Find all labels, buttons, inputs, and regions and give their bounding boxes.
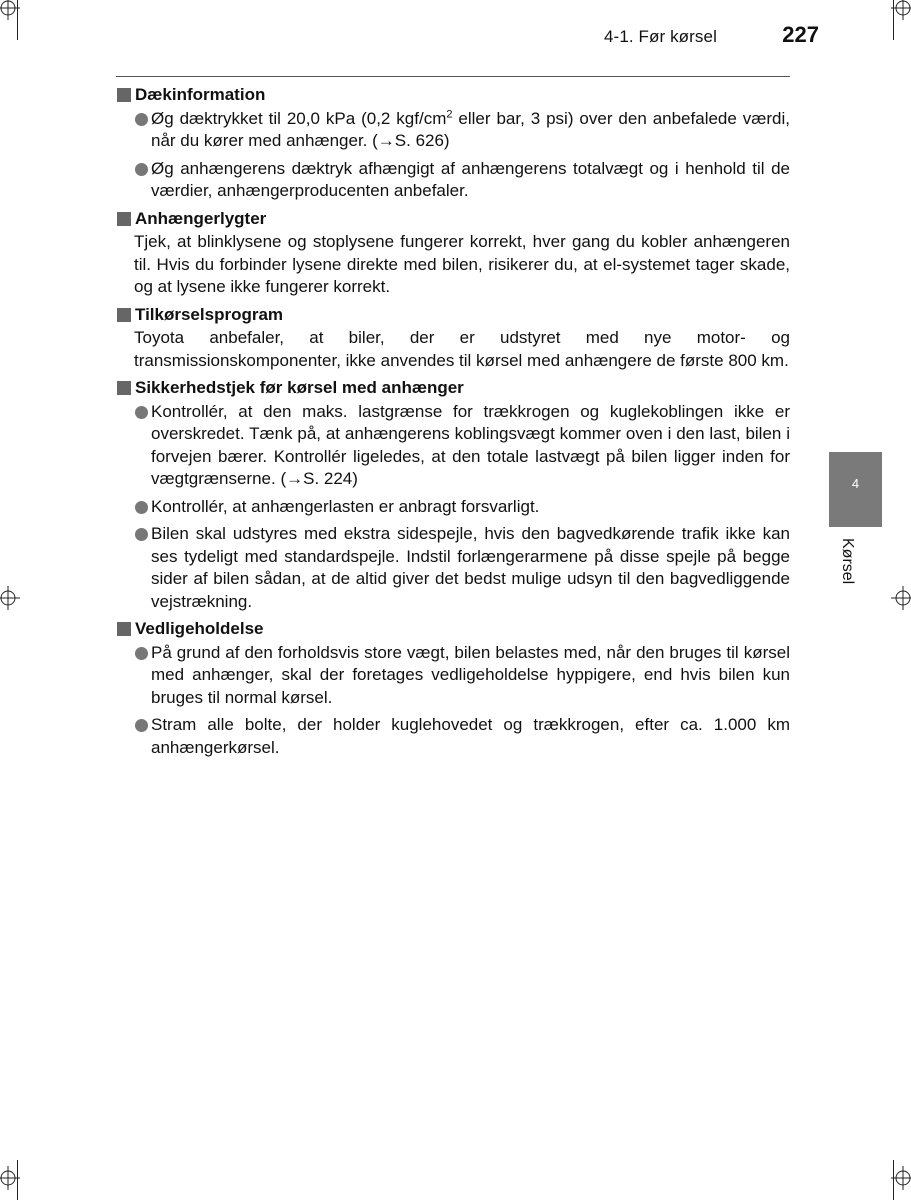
square-bullet-icon: [117, 88, 131, 102]
list-item-text: På grund af den forholdsvis store vægt, bilen belastes med, når den bruges til kørsel med anhænger, skal der foretages vedligeholdelse hyppigere, end hvis bilen kun bruges til normal kørsel.: [151, 642, 790, 707]
list-item-text: Kontrollér, at anhængerlasten er anbragt forsvarligt.: [151, 496, 540, 516]
round-bullet-icon: [135, 113, 148, 126]
list-item: [116, 108, 790, 153]
page-content: [116, 84, 790, 764]
chapter-tab-label: Kørsel: [839, 538, 856, 585]
square-bullet-icon: [117, 381, 131, 395]
list-item: [116, 496, 790, 519]
crop-line-top-right: [893, 0, 894, 40]
section-paragraph: Tjek, at blinklysene og stoplysene fungerer korrekt, hver gang du kobler anhængeren til. Hvis du forbinder lysene direkte med bilen, risikerer du, at el-systemet tager skade, og at lysene ikke fungerer korrekt.: [134, 232, 790, 296]
round-bullet-icon: [135, 528, 148, 541]
section-heading: [116, 618, 790, 641]
round-bullet-icon: [135, 501, 148, 514]
section-title: Tilkørselsprogram: [135, 304, 284, 324]
list-item-text: Bilen skal udstyres med ekstra sidespejle, hvis den bagvedkørende trafik ikke kan ses tydeligt med standardspejle. Indstil forlængerarmene på disse spejle på begge sider af bilen sådan, at de altid giver det bedst mulige udsyn til den bagvedliggende vejstrækning.: [151, 524, 790, 611]
section-tire-info: [116, 84, 790, 203]
list-item: [116, 158, 790, 203]
square-bullet-icon: [117, 212, 131, 226]
list-item-text: Kontrollér, at den maks. lastgrænse for trækkrogen og kuglekoblingen ikke er overskredet. Tænk på, at anhængerens koblingsvægt kommer oven i den last, bilen i forvejen bærer. Kontrollér ligeledes, at den totale lastvægt på bilen ligger inden for vægtgrænserne. (→S. 224): [151, 401, 790, 488]
crop-line-bottom-right: [893, 1160, 894, 1200]
round-bullet-icon: [135, 163, 148, 176]
round-bullet-icon: [135, 406, 148, 419]
list-item-text-pre: Øg dæktrykket til 20,0 kPa (0,2 kgf/cm: [151, 108, 447, 128]
running-header-section: 4-1. Før kørsel: [604, 27, 717, 46]
crop-line-top-left: [17, 0, 18, 40]
section-title: Dækinformation: [135, 85, 266, 104]
section-paragraph: Toyota anbefaler, at biler, der er udstyret med nye motor- og transmissionskomponenter, ikke anvendes til kørsel med anhængere de første 800 km.: [134, 328, 790, 370]
section-heading: [116, 377, 790, 400]
registration-mark-mid-left-icon: [0, 586, 20, 610]
section-title: Anhængerlygter: [135, 208, 267, 228]
list-item: [116, 523, 790, 613]
round-bullet-icon: [135, 647, 148, 660]
square-bullet-icon: [117, 308, 131, 322]
list-item-text: Øg anhængerens dæktryk afhængigt af anhængerens totalvægt og i henhold til de værdier, anhængerproducenten anbefaler.: [151, 158, 790, 200]
list-item-text: Stram alle bolte, der holder kuglehovedet og trækkrogen, efter ca. 1.000 km anhængerkørsel.: [151, 715, 790, 757]
chapter-tab-number: 4: [851, 476, 860, 491]
list-item: [116, 401, 790, 491]
crop-line-bottom-left: [17, 1160, 18, 1200]
registration-mark-bottom-right-icon: [891, 1166, 911, 1190]
list-item: [116, 714, 790, 759]
section-break-in: [116, 304, 790, 373]
header-rule: [116, 76, 790, 77]
list-item-text-post: eller bar, 3 psi) over den anbefalede værdi, når du kører med anhænger. (→S. 626): [151, 108, 790, 150]
superscript: 2: [446, 107, 453, 120]
square-bullet-icon: [117, 622, 131, 636]
chapter-tab: [829, 452, 882, 527]
registration-mark-top-right-icon: [891, 0, 911, 20]
section-heading: [116, 208, 790, 231]
page-number: 227: [782, 22, 819, 47]
section-maintenance: [116, 618, 790, 759]
section-title: Sikkerhedstjek før kørsel med anhænger: [135, 378, 464, 397]
section-trailer-lights: [116, 208, 790, 299]
section-heading: [116, 84, 790, 107]
section-safety-check: [116, 377, 790, 613]
section-heading: [116, 304, 790, 327]
list-item: [116, 642, 790, 710]
section-title: Vedligeholdelse: [135, 619, 264, 638]
round-bullet-icon: [135, 719, 148, 732]
registration-mark-mid-right-icon: [891, 586, 911, 610]
